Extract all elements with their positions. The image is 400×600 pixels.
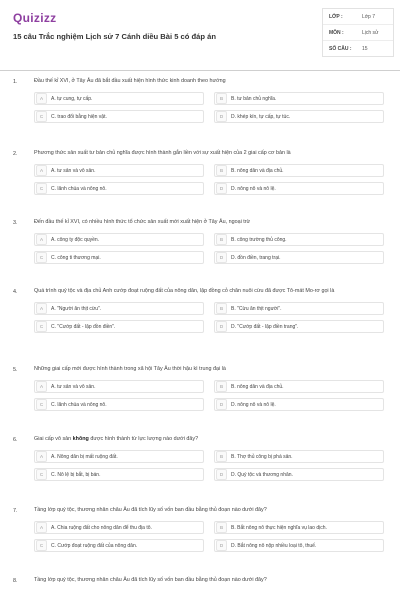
option-text: B. "Cừu ăn thịt người". [231,305,282,312]
option-letter-badge: C [36,111,47,122]
question-number: 2. [13,151,18,157]
option-letter-badge: A [36,93,47,104]
answer-option-a[interactable] [34,164,204,177]
option-letter-badge: A [36,165,47,176]
question-text: Đến đầu thế kỉ XVI, có nhiều hình thức tổ chức sản xuất mới xuất hiện ở Tây Âu, ngoại trừ [34,219,251,225]
option-text: B. Thợ thủ công bị phá sản. [231,453,293,460]
question-head [0,436,400,446]
question-item [0,288,400,336]
option-letter-badge: C [36,321,47,332]
answer-option-a[interactable] [34,450,204,463]
answer-option-c[interactable] [34,398,204,411]
option-text: A. "Người ăn thịt cừu". [51,305,102,312]
option-text: A. công ty độc quyền. [51,236,100,243]
header-divider [0,70,400,71]
option-text: C. công ti thương mại. [51,254,101,261]
question-number: 3. [13,220,18,226]
question-item [0,78,400,126]
answer-option-c[interactable] [34,320,204,333]
info-row-grade [323,9,393,25]
question-head [0,78,400,88]
option-letter-badge: D [216,321,227,332]
answer-options [34,298,390,336]
info-label: SỐ CÂU : [329,45,352,52]
option-text: B. nông dân và địa chủ. [231,383,284,390]
question-item [0,507,400,555]
option-letter-badge: D [216,540,227,551]
option-text: C. trao đổi bằng hiện vật. [51,113,107,120]
option-letter-badge: B [216,165,227,176]
option-letter-badge: B [216,451,227,462]
option-letter-badge: B [216,303,227,314]
option-letter-badge: D [216,111,227,122]
option-letter-badge: D [216,469,227,480]
question-head [0,577,400,587]
question-head [0,366,400,376]
question-text: Đầu thế kỉ XVI, ở Tây Âu đã bắt đầu xuất hiện hình thức kinh doanh theo hướng [34,78,226,84]
answer-option-b[interactable] [214,450,384,463]
question-text: Tầng lớp quý tộc, thương nhân châu Âu đã tích lũy số vốn ban đầu bằng thủ đoạn nào dưới đây? [34,577,267,583]
answer-options [34,88,390,126]
option-text: A. tự cung, tự cấp. [51,95,93,102]
question-text-emphasis: không [72,436,89,442]
option-text: B. công trường thủ công. [231,236,287,243]
question-item [0,366,400,414]
answer-option-d[interactable] [214,182,384,195]
option-text: D. nông nô và nô lệ. [231,185,276,192]
answer-option-d[interactable] [214,110,384,123]
answer-option-a[interactable] [34,92,204,105]
question-head [0,507,400,517]
option-letter-badge: C [36,399,47,410]
option-text: C. lãnh chúa và nông nô. [51,401,107,408]
option-letter-badge: C [36,469,47,480]
option-text: A. Chia ruộng đất cho nông dân để thu địa tô. [51,524,152,531]
answer-option-b[interactable] [214,380,384,393]
option-text: D. đồn điền, trang trại. [231,254,281,261]
answer-option-c[interactable] [34,110,204,123]
question-number: 1. [13,79,18,85]
answer-option-c[interactable] [34,468,204,481]
answer-option-b[interactable] [214,521,384,534]
answer-option-b[interactable] [214,92,384,105]
answer-option-c[interactable] [34,182,204,195]
answer-option-d[interactable] [214,320,384,333]
option-letter-badge: A [36,381,47,392]
question-item [0,577,400,587]
answer-option-a[interactable] [34,233,204,246]
question-item [0,150,400,198]
answer-options [34,376,390,414]
option-text: B. nông dân và địa chủ. [231,167,284,174]
info-value: Lịch sử [362,29,379,36]
option-letter-badge: C [36,183,47,194]
option-letter-badge: D [216,399,227,410]
option-letter-badge: B [216,234,227,245]
question-text-part: được hình thành từ lực lượng nào dưới đây? [88,436,199,442]
question-text [34,436,360,444]
answer-options [34,517,390,555]
question-text: Phương thức sản xuất tư bản chủ nghĩa được hình thành gắn liền với sự xuất hiện của 2 giai cấp cơ bản là [34,150,291,156]
option-letter-badge: B [216,93,227,104]
answer-options [34,229,390,267]
info-box [322,8,394,57]
answer-option-b[interactable] [214,164,384,177]
option-letter-badge: C [36,540,47,551]
option-text: A. Nông dân bị mất ruộng đất. [51,453,118,460]
answer-option-a[interactable] [34,302,204,315]
option-letter-badge: A [36,451,47,462]
info-value: 15 [362,45,368,52]
answer-option-d[interactable] [214,251,384,264]
option-letter-badge: A [36,522,47,533]
option-text: A. tư sản và vô sản. [51,383,96,390]
option-text: C. "Cướp đất - lập đồn điền". [51,323,116,330]
option-text: D. khép kín, tự cấp, tự túc. [231,113,291,120]
option-text: D. Bắt nông nô nộp nhiều loại tô, thuế. [231,542,317,549]
question-text-part: Giai cấp vô sản [34,436,73,442]
option-letter-badge: D [216,183,227,194]
option-letter-badge: A [36,303,47,314]
question-text: Quá trình quý tộc và địa chủ Anh cướp đoạt ruộng đất của nông dân, lập đồng cỏ chăn nuôi cừu đã được Tô-mát Mo-rơ gọi là [34,288,335,294]
question-number: 4. [13,289,18,295]
question-item [0,436,400,484]
info-row-count [323,41,393,56]
option-text: C. Nô lệ bị bắt, bị bán. [51,471,101,478]
answer-option-d[interactable] [214,398,384,411]
answer-option-a[interactable] [34,380,204,393]
question-number: 5. [13,367,18,373]
info-row-subject [323,25,393,41]
quizizz-logo[interactable]: Quizizz [13,11,57,25]
page-title: 15 câu Trắc nghiệm Lịch sử 7 Cánh diều Bài 5 có đáp án [13,32,216,41]
question-text: Những giai cấp mới được hình thành trong xã hội Tây Âu thời hậu kì trung đại là [34,366,226,372]
answer-option-d[interactable] [214,468,384,481]
question-text: Tầng lớp quý tộc, thương nhân châu Âu đã tích lũy số vốn ban đầu bằng thủ đoạn nào dưới đây? [34,507,267,513]
answer-option-c[interactable] [34,539,204,552]
question-head [0,219,400,229]
option-text: C. Cướp đoạt ruộng đất của nông dân. [51,542,138,549]
answer-option-b[interactable] [214,302,384,315]
option-letter-badge: B [216,522,227,533]
answer-options [34,160,390,198]
option-text: A. tư sản và vô sản. [51,167,96,174]
option-letter-badge: B [216,381,227,392]
info-value: Lớp 7 [362,13,376,20]
option-text: D. "Cướp đất - lập điền trang". [231,323,299,330]
option-text: B. tư bản chủ nghĩa. [231,95,277,102]
question-number: 7. [13,508,18,514]
option-text: C. lãnh chúa và nông nô. [51,185,107,192]
question-head [0,150,400,160]
answer-option-c[interactable] [34,251,204,264]
info-label: LỚP : [329,13,343,20]
answer-option-a[interactable] [34,521,204,534]
question-number: 8. [13,578,18,584]
option-text: B. Bắt nông nô thực hiện nghĩa vụ lao dịch. [231,524,327,531]
info-label: MÔN : [329,29,344,36]
question-item [0,219,400,267]
question-head [0,288,400,298]
option-letter-badge: D [216,252,227,263]
answer-options [34,446,390,484]
option-text: D. Quý tộc và thương nhân. [231,471,293,478]
question-number: 6. [13,437,18,443]
answer-option-d[interactable] [214,539,384,552]
answer-option-b[interactable] [214,233,384,246]
option-text: D. nông nô và nô lệ. [231,401,276,408]
option-letter-badge: A [36,234,47,245]
option-letter-badge: C [36,252,47,263]
worksheet-header [0,0,400,62]
